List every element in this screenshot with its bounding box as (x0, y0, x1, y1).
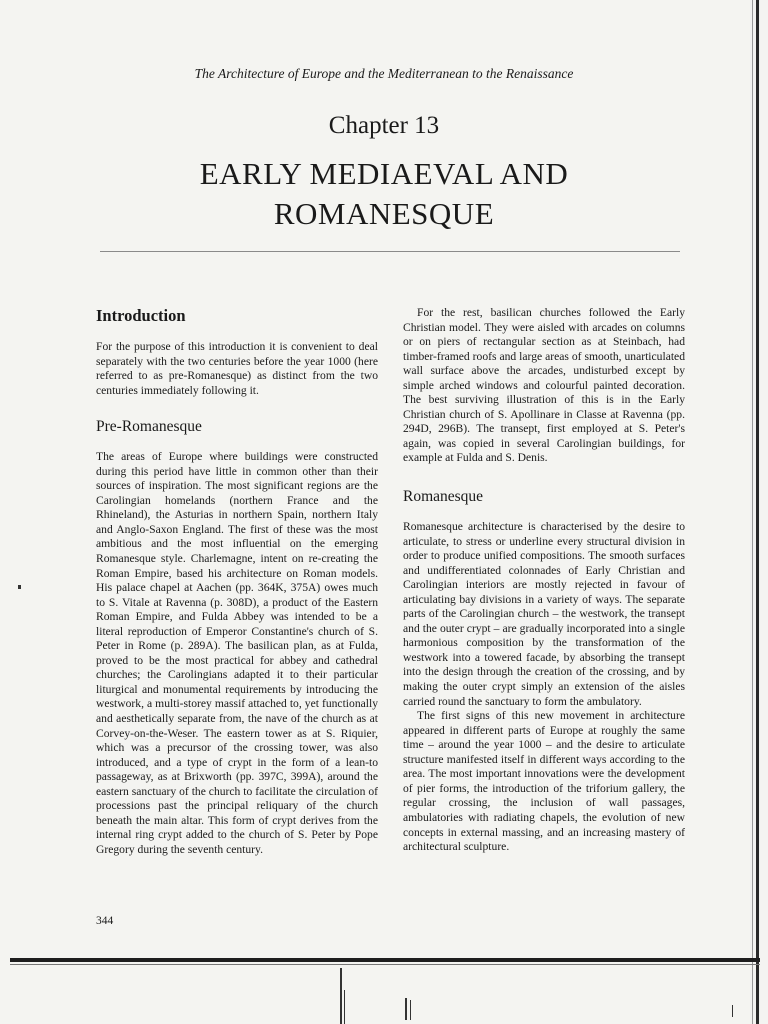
chapter-title (0, 154, 768, 234)
pre-romanesque-heading: Pre-Romanesque (96, 418, 202, 436)
basilican-paragraph: For the rest, basilican churches followed the Early Christian model. They were aisled with arcades on columns or on piers of rectangular section as at Steinbach, had timber-framed roofs and large areas of smooth, unarticulated wall surface above the arcades, undisturbed except by simple arched windows and colourful painted decoration. The best surviving illustration of this is in the Early Christian church of S. Apollinare in Classe at Ravenna (pp. 294D, 296B). The transept, first employed at S. Peter's again, was copied in several Carolingian buildings, for example at Fulda and S. Denis. (403, 306, 685, 465)
scan-mark (410, 1000, 411, 1020)
left-column (96, 306, 378, 858)
romanesque-heading: Romanesque (403, 488, 484, 506)
chapter-title-line-2: ROMANESQUE (273, 196, 495, 231)
title-divider (100, 251, 680, 252)
scan-mark (340, 968, 342, 1024)
scan-mark (344, 990, 345, 1024)
chapter-title-line-1: EARLY MEDIAEVAL AND (199, 156, 569, 191)
romanesque-paragraph-1: Romanesque architecture is characterised by the desire to articulate, to stress or underline every structural division in order to produce unified compositions. The smooth surfaces and undifferentiated colonnades of Early Christian and Carolingian interiors are mostly rejected in favour of articulating bay divisions in a variety of ways. The separate parts of the Carolingian church – the westwork, the transept and the outer crypt – are gradually incorporated into a single harmonious composition by the transformation of the westwork into a towered facade, by absorbing the transept into the design through the creation of the crossing, and by making the outer crypt simply an extension of the aisles carried round the sanctuary to form the ambulatory. (403, 520, 685, 708)
page-number: 344 (96, 915, 114, 927)
romanesque-paragraph-2: The first signs of this new movement in architecture appeared in different parts of Europe at roughly the same time – around the year 1000 – and the desire to articulate structure manifested itself in different ways according to the area. The most important innovations were the development of pier forms, the introduction of the triforium gallery, the regular crossing, the inclusion of wall passages, ambulatories with radiating chapels, the evolution of new concepts in external massing, and an increasing mastery of architectural sculpture. (403, 709, 685, 854)
pre-romanesque-paragraph: The areas of Europe where buildings were constructed during this period have little in common other than their sources of inspiration. The most significant regions are the Carolingian homelands (northern France and the Rhineland), the Asturias in northern Spain, northern Italy and Anglo-Saxon England. The first of these was the most ambitious and the most influential on the emerging Romanesque style. Charlemagne, intent on re-creating the Roman Empire, based his architecture on Roman models. His palace chapel at Aachen (pp. 364K, 375A) owes much to S. Vitale at Ravenna (p. 308D), a product of the Eastern Roman Empire, and Fulda Abbey was intended to be a literal reproduction of Emperor Constantine's church of S. Peter in Rome (p. 289A). The basilican plan, as at Fulda, proved to be the most practical for abbey and cathedral churches; the Carolingians adapted it to their particular liturgical and monumental requirements by introducing the westwork, a multi-storey massif attached to, yet functionally and aesthetically separate from, the nave of the church as at Corvey-on-the-Weser. The eastern tower as at S. Riquier, which was a precursor of the crossing tower, was also introduced, and a type of crypt in the form of a lean-to passageway, as at Brixworth (pp. 397C, 399A), around the eastern sanctuary of the church to facilitate the circulation of processions past the principal reliquary of the church beneath the main altar. This form of crypt derives from the internal ring crypt added to the church of S. Peter by Pope Gregory during the seventh century. (96, 450, 378, 856)
running-head: The Architecture of Europe and the Mediterranean to the Renaissance (194, 66, 574, 81)
bottom-rule (10, 958, 760, 962)
introduction-paragraph: For the purpose of this introduction it is convenient to deal separately with the two centuries before the year 1000 (here referred to as pre-Romanesque) as distinct from the two centuries immediately following it. (96, 340, 378, 397)
scan-speck (732, 1005, 733, 1017)
chapter-number: Chapter 13 (328, 112, 440, 139)
scan-speck (18, 585, 21, 589)
scan-mark (405, 998, 407, 1020)
right-column (403, 306, 685, 855)
bottom-rule-thin (10, 964, 760, 965)
introduction-heading: Introduction (96, 306, 186, 325)
